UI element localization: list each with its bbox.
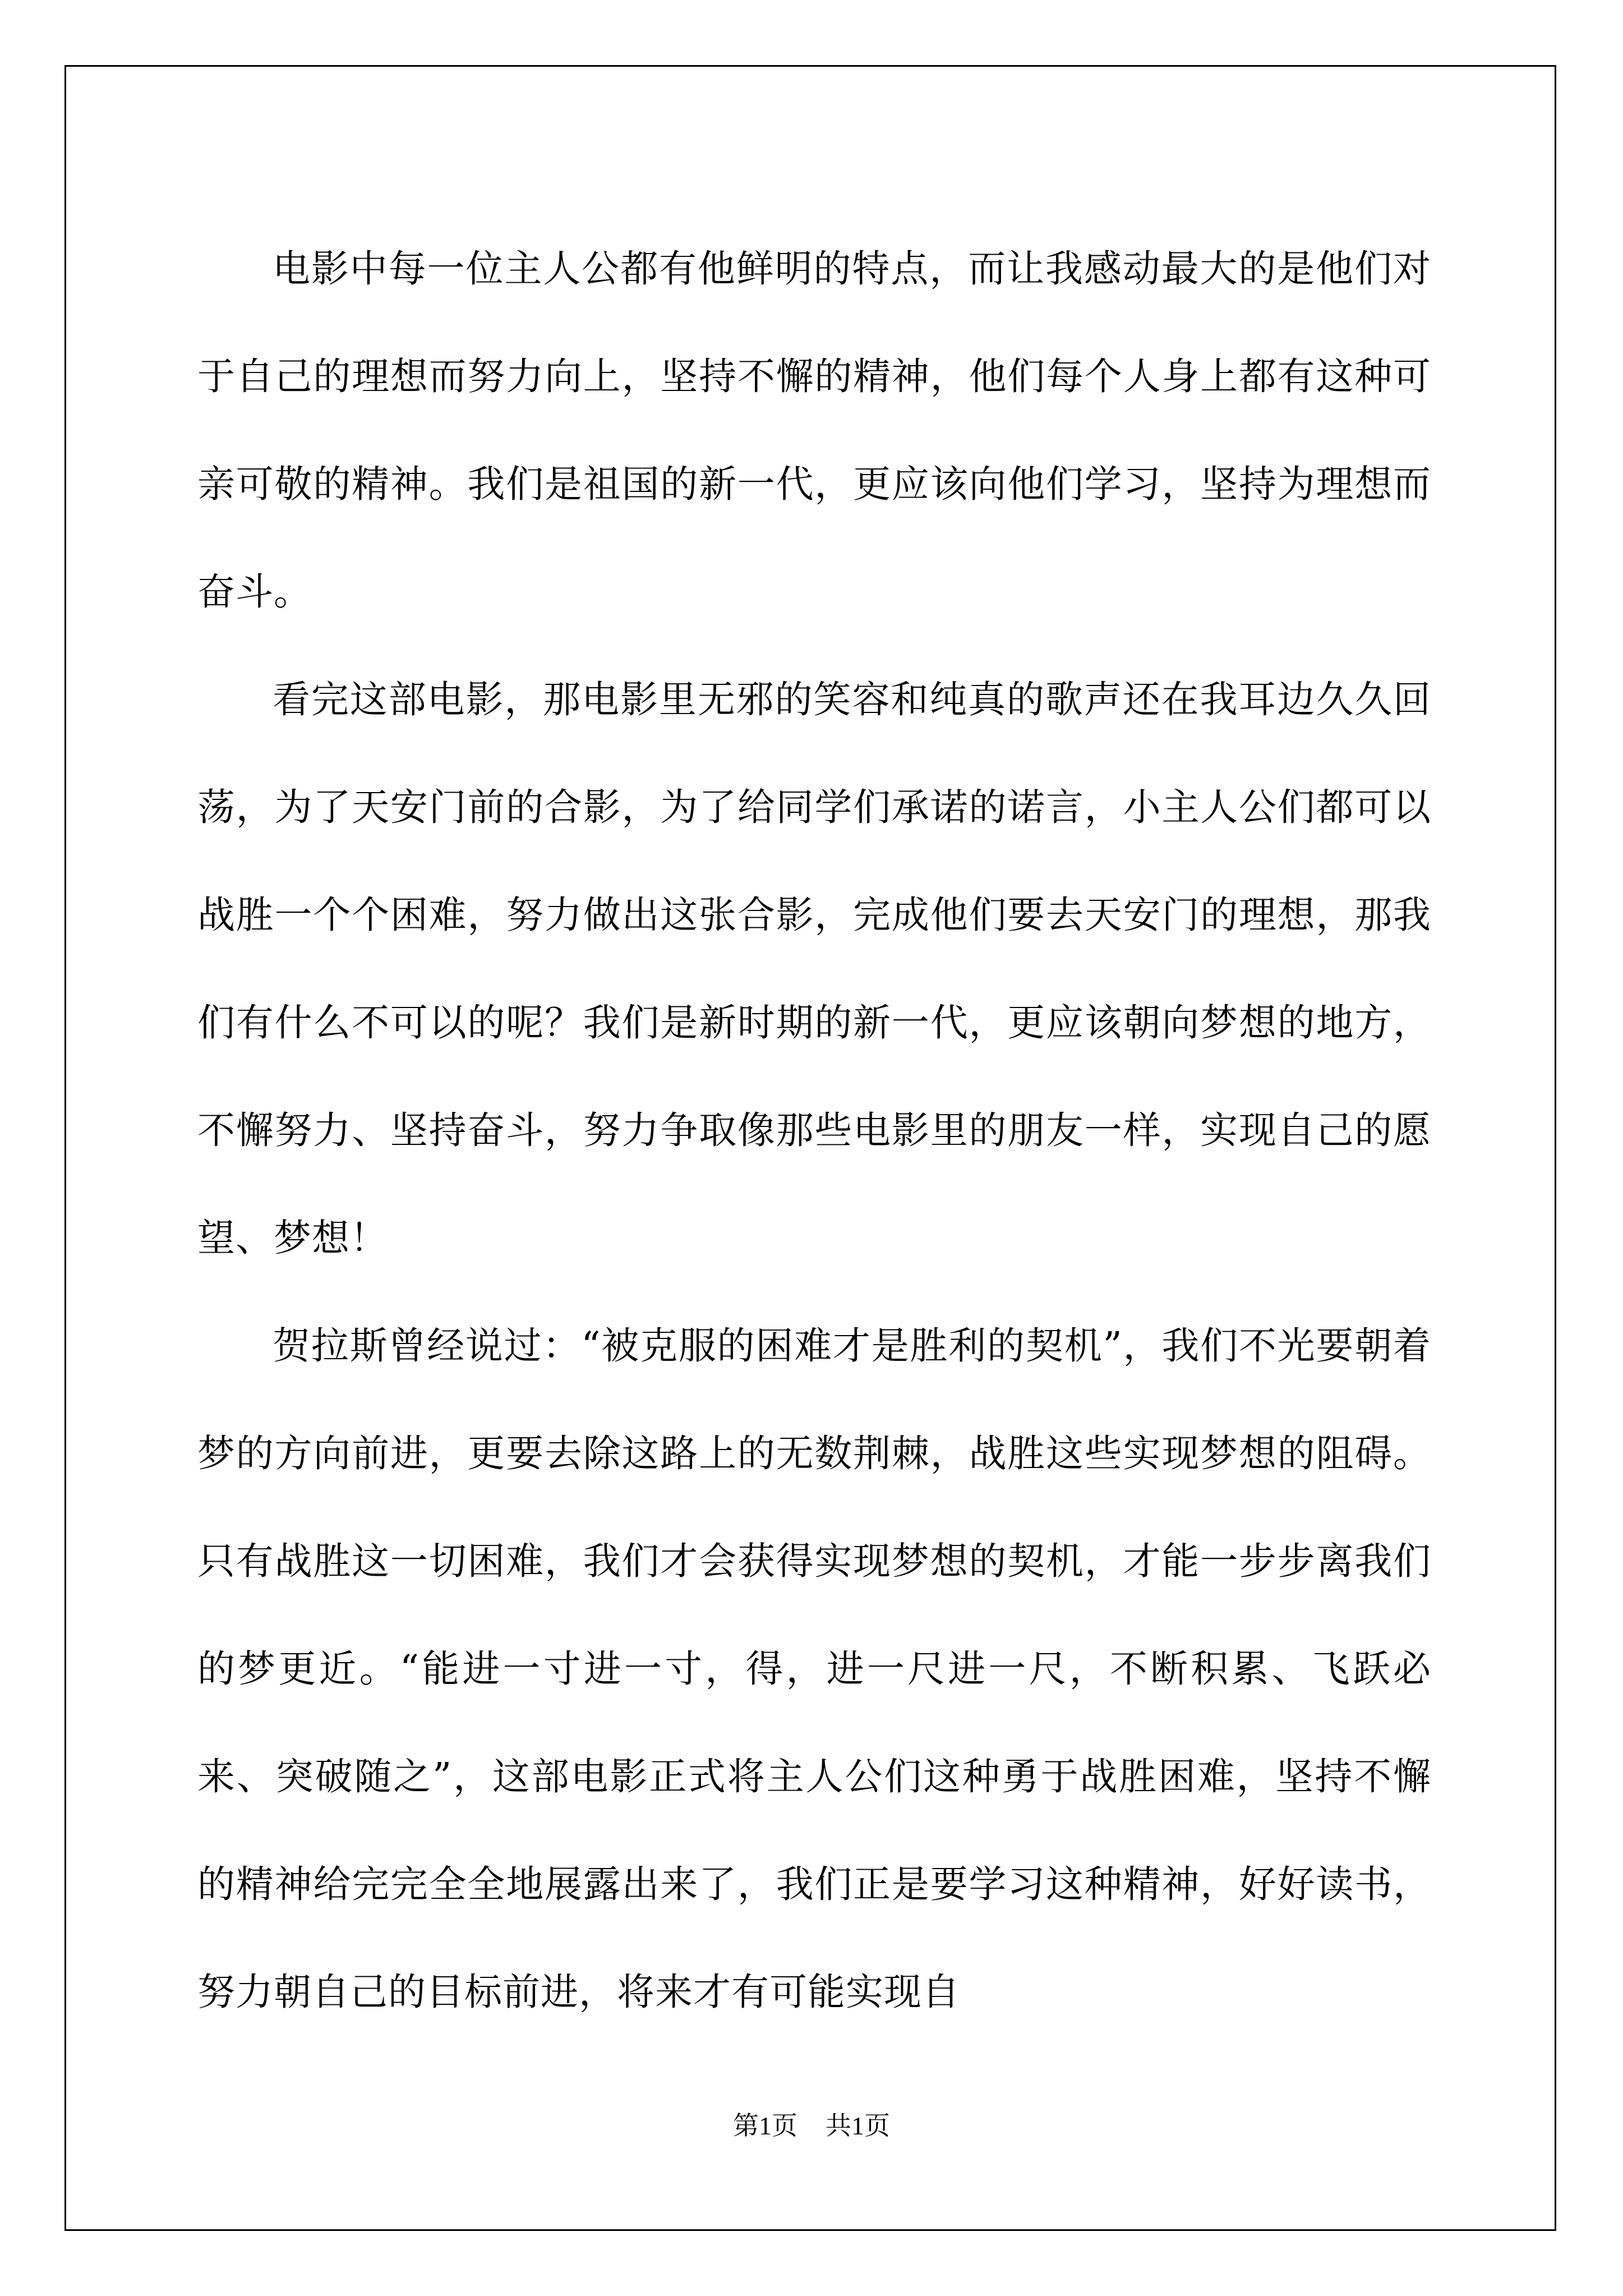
page-total: 共1页	[826, 2111, 890, 2140]
paragraph-3: 贺拉斯曾经说过：“被克服的困难才是胜利的契机”，我们不光要朝着梦的方向前进，更要去除这路上的无数荆棘，战胜这些实现梦想的阻碍。只有战胜这一切困难，我们才会获得实现梦想的契机，才能一步步离我们的梦更近。“能进一寸进一寸，得，进一尺进一尺，不断积累、飞跃必来、突破随之”，这部电影正式将主人公们这种勇于战胜困难，坚持不懈的精神给完完全全地展露出来了，我们正是要学习这种精神，好好读书，努力朝自己的目标前进，将来才有可能实现自	[197, 1324, 1431, 2014]
page-number: 第1页	[733, 2111, 797, 2140]
paragraph-1: 电影中每一位主人公都有他鲜明的特点，而让我感动最大的是他们对于自己的理想而努力向上，坚持不懈的精神，他们每个人身上都有这种可亲可敬的精神。我们是祖国的新一代，更应该向他们学习，坚持为理想而奋斗。	[197, 247, 1431, 614]
page-footer	[0, 2109, 1623, 2143]
paragraph-2: 看完这部电影，那电影里无邪的笑容和纯真的歌声还在我耳边久久回荡，为了天安门前的合影，为了给同学们承诺的诺言，小主人公们都可以战胜一个个困难，努力做出这张合影，完成他们要去天安门的理想，那我们有什么不可以的呢？我们是新时期的新一代，更应该朝向梦想的地方，不懈努力、坚持奋斗，努力争取像那些电影里的朋友一样，实现自己的愿望、梦想！	[197, 678, 1431, 1260]
document-body	[197, 215, 1431, 2046]
